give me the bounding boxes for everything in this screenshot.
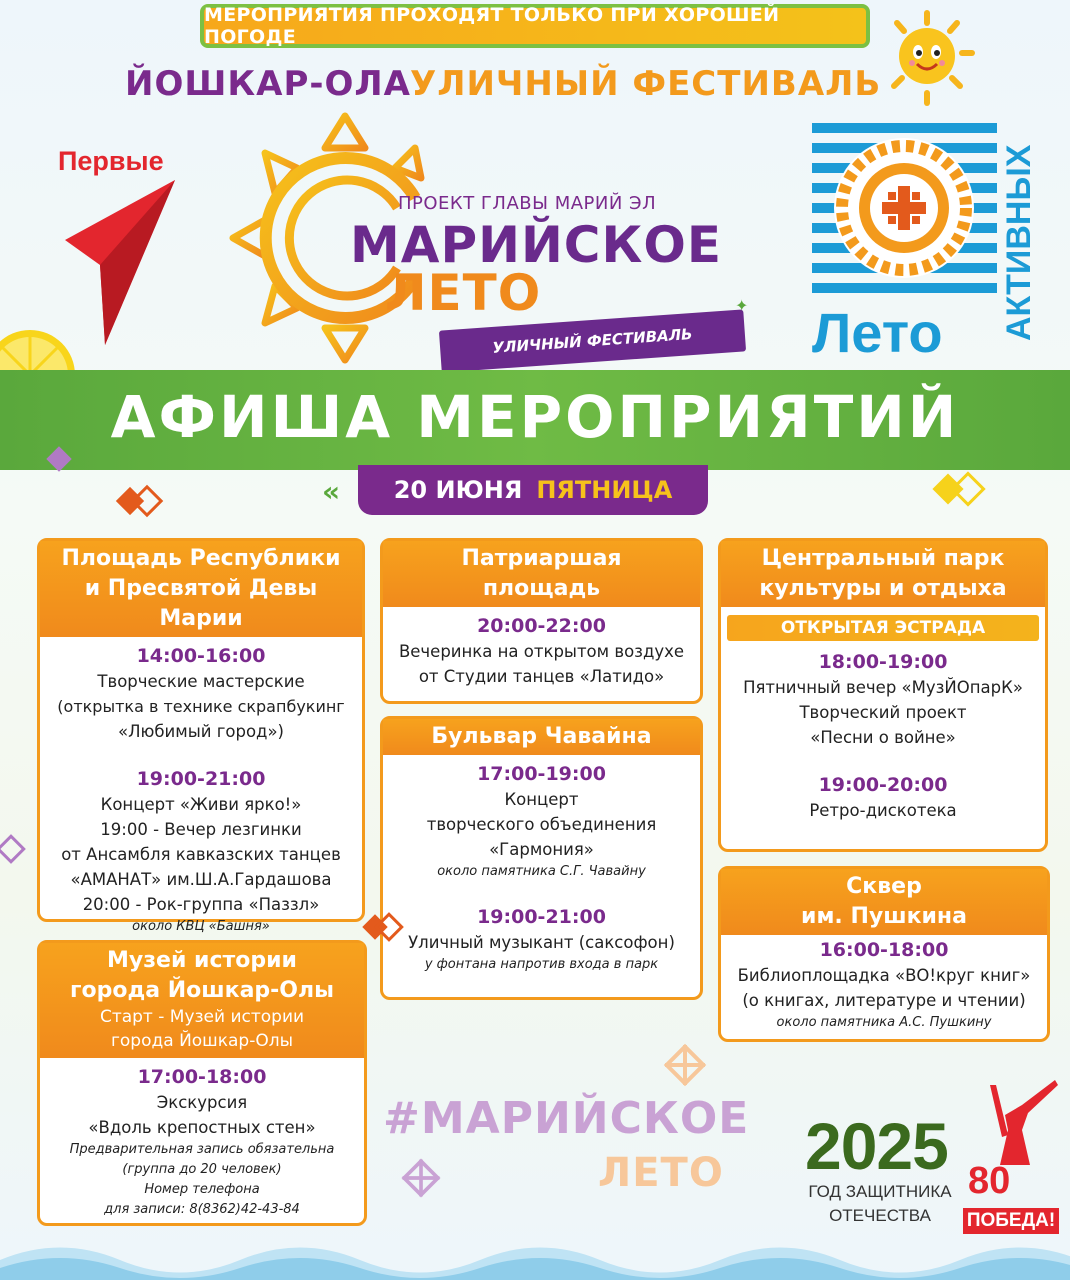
venue-events: 17:00-18:00 Экскурсия «Вдоль крепостных стен» Предварительная запись обязательна (группа до 20 человек) Номер телефона для записи: 8(8362)42-43-84 [40, 1058, 364, 1226]
date-weekday: ПЯТНИЦА [536, 476, 673, 504]
venue-title: Музей истории города Йошкар-Олы Старт - Музей истории города Йошкар-Олы [40, 943, 364, 1058]
venue-card-ploshchad [37, 538, 365, 934]
venue-card-chavaina [380, 716, 703, 1000]
venue-title: Патриаршая площадь [383, 541, 700, 607]
event-time: 19:00-21:00 [477, 906, 606, 928]
venue-events: 16:00-18:00 Библиоплощадка «ВО!круг книг» (о книгах, литературе и чтении) около памятника А.С. Пушкину [721, 935, 1047, 1039]
stage-label: ОТКРЫТАЯ ЭСТРАДА [727, 615, 1039, 641]
event-time: 19:00-20:00 [818, 774, 948, 796]
hashtag-sub: ЛЕТО [598, 1150, 724, 1196]
victory-80-number: 80 [968, 1160, 1011, 1202]
venue-events: 18:00-19:00 Пятничный вечер «МузЙОпарК» Творческий проект «Песни о войне» 19:00-20:00 Ретро-дискотека [721, 643, 1045, 829]
venue-title: Бульвар Чавайна [383, 719, 700, 755]
venue-card-park [718, 538, 1048, 852]
diamond-decor-icon [40, 440, 80, 480]
event-time: 19:00-21:00 [136, 768, 266, 790]
year-caption: ГОД ЗАЩИТНИКА ОТЕЧЕСТВА [808, 1182, 952, 1225]
event-location-note: около памятника А.С. Пушкину [776, 1015, 992, 1030]
event-location-note: около КВЦ «Башня» [132, 919, 270, 934]
project-subtitle: ПРОЕКТ ГЛАВЫ МАРИЙ ЭЛ [398, 193, 657, 214]
registration-phone: для записи: 8(8362)42-43-84 [104, 1202, 300, 1217]
logo-leto-word: ЛЕТО [385, 264, 542, 322]
hashtag-main: #МАРИЙСКОЕ [383, 1093, 750, 1144]
year-2025: 2025 [805, 1109, 948, 1183]
leto-aktivnyh-word-aktivnyh: АКТИВНЫХ [1000, 144, 1038, 341]
event-time: 18:00-19:00 [818, 651, 948, 673]
city-title: ЙОШКАР-ОЛА [125, 64, 411, 104]
event-location-note: у фонтана напротив входа в парк [424, 957, 659, 972]
venue-events: 17:00-19:00 Концерт творческого объединения «Гармония» около памятника С.Г. Чавайну 19:00-21:00 Уличный музыкант (саксофон) у фонтана напротив входа в парк [383, 755, 700, 981]
pervye-logo-text: Первые [58, 146, 164, 176]
date-badge [358, 465, 708, 515]
chevrons-left-icon: « [322, 475, 341, 508]
victory-label: ПОБЕДА! [963, 1208, 1059, 1234]
motherland-monument-icon [960, 1075, 1060, 1170]
venue-title: Центральный парк культуры и отдыха [721, 541, 1045, 607]
venue-title: Сквер им. Пушкина [721, 869, 1047, 935]
event-time: 17:00-18:00 [137, 1066, 267, 1088]
venue-card-patriarshaya [380, 538, 703, 704]
venue-title: Площадь Республики и Пресвятой Девы Марии [40, 541, 362, 637]
event-time: 17:00-19:00 [477, 763, 606, 785]
mari-ornament-icon [398, 1155, 444, 1201]
venue-events: 20:00-22:00 Вечеринка на открытом воздухе от Студии танцев «Латидо» [383, 607, 700, 695]
poster-title: АФИША МЕРОПРИЯТИЙ [110, 383, 960, 451]
event-time: 16:00-18:00 [819, 939, 949, 961]
diamond-decor-icon [925, 470, 995, 515]
leto-aktivnyh-word-leto: Лето [812, 301, 943, 364]
logo-mari-word: МАРИЙСКОЕ [350, 216, 723, 274]
diamond-decor-icon [0, 830, 32, 870]
sparkle-icon: ✦ [735, 296, 749, 315]
date-day: 20 ИЮНЯ [393, 476, 523, 504]
diamond-decor-icon [360, 908, 405, 948]
diamond-decor-icon [112, 485, 167, 525]
event-time: 20:00-22:00 [477, 615, 606, 637]
bottom-wave-decor [0, 1230, 1070, 1280]
venue-events: 14:00-16:00 Творческие мастерские (открытка в технике скрапбукинг «Любимый город») 19:00-21:00 Концерт «Живи ярко!» 19:00 - Вечер лезгинки от Ансамбля кавказских танцев «АМАНАТ» им.Ш.А.Гардашова 20:00 - Рок-группа «Паззл» около КВЦ «Башня» [40, 637, 362, 943]
festival-title: УЛИЧНЫЙ ФЕСТИВАЛЬ [410, 64, 882, 104]
venue-card-pushkin [718, 866, 1050, 1042]
street-festival-stamp: УЛИЧНЫЙ ФЕСТИВАЛЬ [439, 309, 746, 372]
event-location-note: около памятника С.Г. Чавайну [437, 864, 646, 879]
event-time: 14:00-16:00 [136, 645, 266, 667]
smiling-sun-icon [872, 8, 982, 108]
weather-notice-banner: МЕРОПРИЯТИЯ ПРОХОДЯТ ТОЛЬКО ПРИ ХОРОШЕЙ ПОГОДЕ [200, 4, 870, 48]
mari-ornament-icon [660, 1040, 710, 1090]
venue-card-museum [37, 940, 367, 1226]
